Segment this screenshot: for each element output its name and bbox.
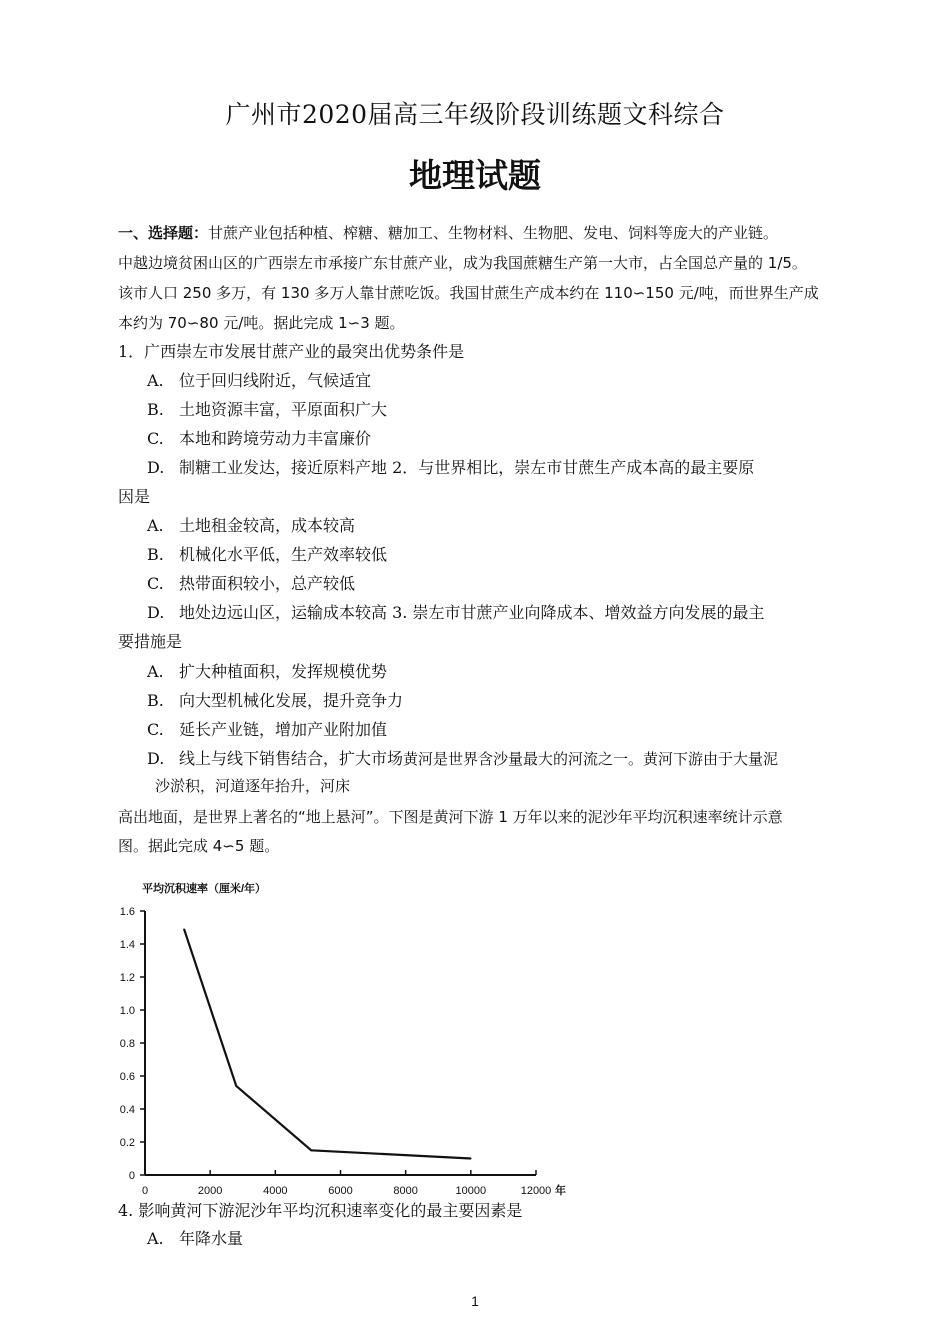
option-text: 本地和跨境劳动力丰富廉价 (179, 429, 372, 448)
y-tick-label: 1.4 (119, 939, 135, 951)
option-text: 制糖工业发达，接近原料产地 2．与世界相比，崇左市甘蔗生产成本高的最主要原 (179, 458, 755, 477)
question-1-option-a (147, 368, 371, 391)
option-text: 位于回归线附近，气候适宜 (179, 371, 372, 390)
option-text: 线上与线下销售结合，扩大市场 (179, 749, 404, 768)
x-axis-unit-label: 年 (555, 1185, 566, 1197)
question-3-option-b (147, 688, 403, 711)
subject-title: 地理试题 (409, 156, 541, 195)
option-letter: D. (147, 749, 165, 768)
chart-title: 平均沉积速率（厘米/年） (142, 883, 267, 895)
x-tick-label: 10000 (455, 1185, 487, 1197)
x-tick-label: 4000 (263, 1185, 288, 1197)
intro-2-continued: 沙淤积，河道逐年抬升，河床 (155, 777, 351, 795)
x-tick-label: 0 (141, 1185, 149, 1197)
intro-2-line-2: 图。据此完成 4∽5 题。 (118, 837, 280, 855)
question-1-option-b (147, 397, 387, 420)
y-tick-label: 0.6 (119, 1071, 135, 1083)
option-letter: A. (147, 662, 164, 681)
y-tick-label: 0.4 (119, 1104, 135, 1116)
question-2-option-b (147, 542, 387, 565)
intro-2-start: 黄河是世界含沙量最大的河流之一。黄河下游由于大量泥 (403, 750, 779, 768)
data-point (310, 1149, 312, 1151)
option-letter: B. (147, 545, 164, 564)
option-letter: B. (147, 691, 164, 710)
data-point (235, 1085, 237, 1087)
option-letter: C. (147, 574, 164, 593)
intro-2-line-1: 高出地面，是世界上著名的“地上悬河”。下图是黄河下游 1 万年以来的泥沙年平均沉积速率统计示意 (118, 808, 783, 826)
question-2-stem-continued: 因是 (118, 487, 151, 506)
question-1-option-d (147, 455, 754, 478)
question-3-option-d (147, 746, 778, 769)
data-point (470, 1158, 472, 1160)
x-tick-label: 2000 (197, 1185, 223, 1197)
option-text: 扩大种植面积，发挥规模优势 (179, 662, 388, 681)
option-letter: A. (147, 371, 164, 390)
option-letter: C. (147, 720, 164, 739)
question-1-stem: 1．广西崇左市发展甘蔗产业的最突出优势条件是 (118, 342, 465, 361)
option-text: 土地资源丰富，平原面积广大 (179, 400, 388, 419)
option-text: 延长产业链，增加产业附加值 (179, 720, 388, 739)
y-tick-label: 1.2 (119, 972, 135, 984)
question-3-option-a (147, 659, 387, 682)
sediment-rate-chart (110, 876, 590, 1202)
y-tick-label: 0 (128, 1170, 135, 1182)
intro-line-2: 中越边境贫困山区的广西崇左市承接广东甘蔗产业，成为我国蔗糖生产第一大市，占全国总产量的 1/5。 (118, 254, 807, 272)
y-tick-label: 0.2 (119, 1137, 135, 1149)
option-letter: C. (147, 429, 164, 448)
question-2-option-c (147, 571, 355, 594)
question-4-stem: 4. 影响黄河下游泥沙年平均沉积速率变化的最主要因素是 (118, 1201, 523, 1220)
option-text: 年降水量 (179, 1229, 244, 1248)
option-text: 机械化水平低，生产效率较低 (179, 545, 388, 564)
option-text: 土地租金较高，成本较高 (179, 516, 356, 535)
question-4-option-a (147, 1226, 243, 1249)
x-tick-label: 6000 (328, 1185, 353, 1197)
series-line (184, 929, 471, 1158)
question-2-option-d (147, 600, 764, 623)
option-text: 向大型机械化发展，提升竞争力 (179, 691, 404, 710)
option-text: 地处边远山区，运输成本较高 3. 崇左市甘蔗产业向降成本、增效益方向发展的最主 (179, 603, 765, 622)
option-letter: D. (147, 458, 165, 477)
page-number: 1 (471, 1293, 479, 1309)
option-letter: D. (147, 603, 165, 622)
y-tick-label: 0.8 (119, 1038, 135, 1050)
section-heading: 一、选择题： (118, 224, 209, 242)
y-tick-label: 1.0 (119, 1005, 135, 1017)
option-letter: A. (147, 516, 164, 535)
option-letter: B. (147, 400, 164, 419)
exam-title: 广州市2020届高三年级阶段训练题文科综合 (225, 100, 725, 129)
x-tick-label: 8000 (393, 1185, 418, 1197)
y-tick-label: 1.6 (119, 906, 135, 918)
x-tick-label: 12000 (520, 1185, 552, 1197)
option-letter: A. (147, 1229, 164, 1248)
intro-line-3: 该市人口 250 多万，有 130 多万人靠甘蔗吃饭。我国甘蔗生产成本约在 110∽150 元/吨，而世界生产成 (118, 284, 819, 302)
question-1-option-c (147, 426, 371, 449)
intro-line-1 (118, 222, 778, 243)
question-3-option-c (147, 717, 387, 740)
option-text: 热带面积较小，总产较低 (179, 574, 356, 593)
intro-line-4: 本约为 70∽80 元/吨。据此完成 1∽3 题。 (118, 314, 405, 332)
question-3-stem-continued: 要措施是 (118, 632, 183, 651)
intro-text: 甘蔗产业包括种植、榨糖、糖加工、生物材料、生物肥、发电、饲料等庞大的产业链。 (208, 224, 779, 242)
data-point (183, 928, 185, 930)
question-2-option-a (147, 513, 355, 536)
